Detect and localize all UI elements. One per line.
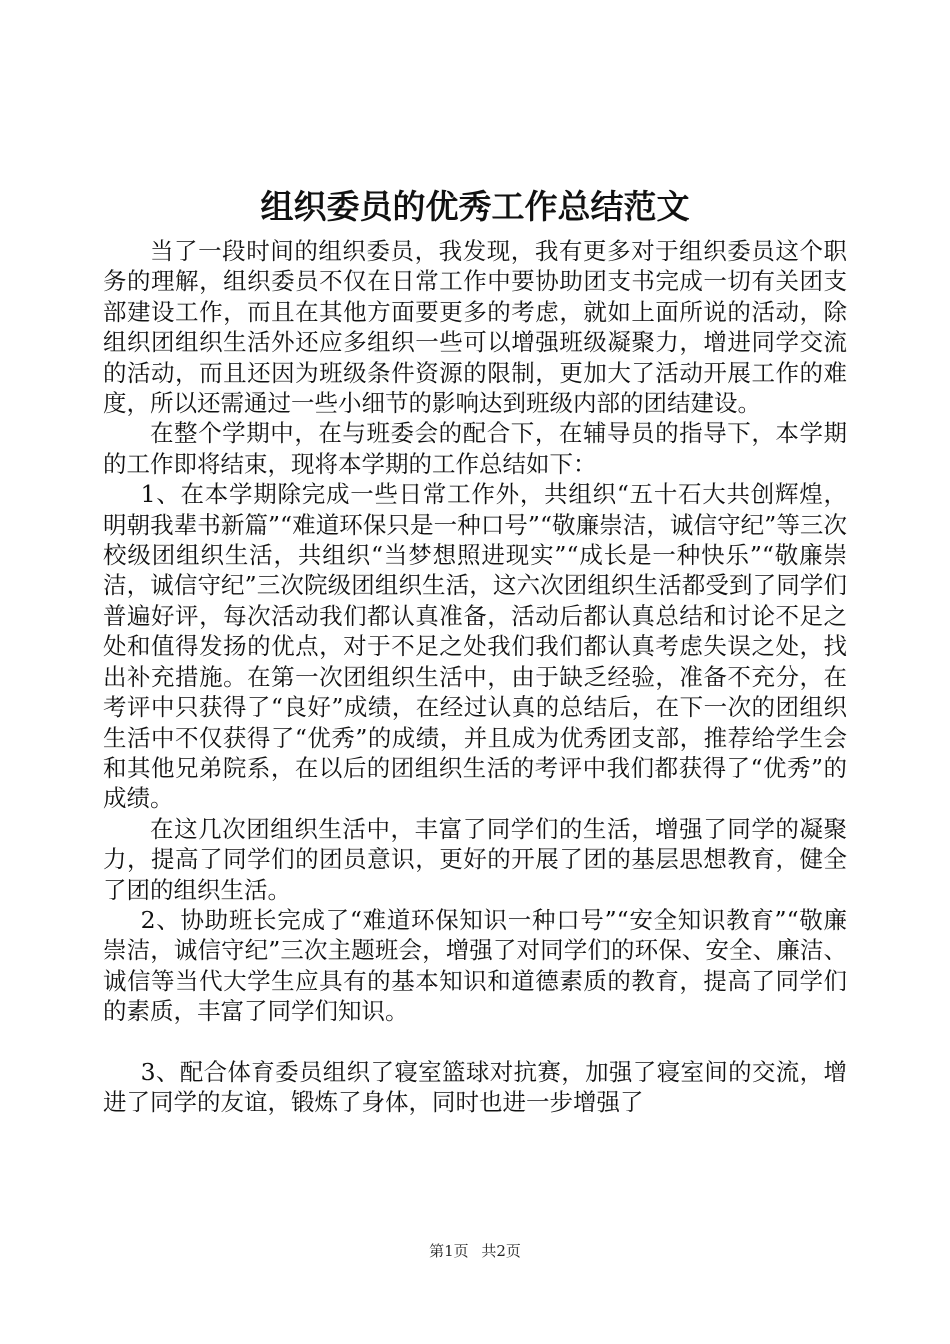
- page-number-total: 共2页: [481, 1242, 521, 1260]
- page-footer: [0, 1241, 950, 1261]
- paragraph-item-2: 2、协助班长完成了“难道环保知识一种口号”“安全知识教育”“敬廉崇洁，诚信守纪”三次主题班会，增强了对同学们的环保、安全、廉洁、诚信等当代大学生应具有的基本知识和道德素质的教育，提高了同学们的素质，丰富了同学们知识。: [103, 905, 847, 1026]
- paragraph-summary-lead: 在整个学期中，在与班委会的配合下，在辅导员的指导下，本学期的工作即将结束，现将本学期的工作总结如下：: [103, 419, 847, 478]
- paragraph-item-1-result: 在这几次团组织生活中，丰富了同学们的生活，增强了同学的凝聚力，提高了同学们的团员意识，更好的开展了团的基层思想教育，健全了团的组织生活。: [103, 814, 847, 904]
- paragraph-item-3: 3、配合体育委员组织了寝室篮球对抗赛，加强了寝室间的交流，增进了同学的友谊，锻炼了身体，同时也进一步增强了: [103, 1057, 847, 1117]
- document-body: [103, 236, 847, 1118]
- page-number-current: 第1页: [429, 1242, 469, 1260]
- paragraph-gap: [103, 1027, 847, 1057]
- paragraph-item-1: 1、在本学期除完成一些日常工作外，共组织“五十石大共创辉煌，明朝我辈书新篇”“难道环保只是一种口号”“敬廉崇洁，诚信守纪”等三次校级团组织生活，共组织“当梦想照进现实”“成长是一种快乐”“敬廉崇洁，诚信守纪”三次院级团组织生活，这六次团组织生活都受到了同学们普遍好评，每次活动我们都认真准备，活动后都认真总结和讨论不足之处和值得发扬的优点，对于不足之处我们我们都认真考虑失误之处，找出补充措施。在第一次团组织生活中，由于缺乏经验，准备不充分，在考评中只获得了“良好”成绩，在经过认真的总结后，在下一次的团组织生活中不仅获得了“优秀”的成绩，并且成为优秀团支部，推荐给学生会和其他兄弟院系，在以后的团组织生活的考评中我们都获得了“优秀”的成绩。: [103, 480, 847, 813]
- document-title: 组织委员的优秀工作总结范文: [260, 187, 690, 226]
- paragraph-intro: 当了一段时间的组织委员，我发现，我有更多对于组织委员这个职务的理解，组织委员不仅在日常工作中要协助团支书完成一切有关团支部建设工作，而且在其他方面要更多的考虑，就如上面所说的活动，除组织团组织生活外还应多组织一些可以增强班级凝聚力，增进同学交流的活动，而且还因为班级条件资源的限制，更加大了活动开展工作的难度，所以还需通过一些小细节的影响达到班级内部的团结建设。: [103, 237, 847, 418]
